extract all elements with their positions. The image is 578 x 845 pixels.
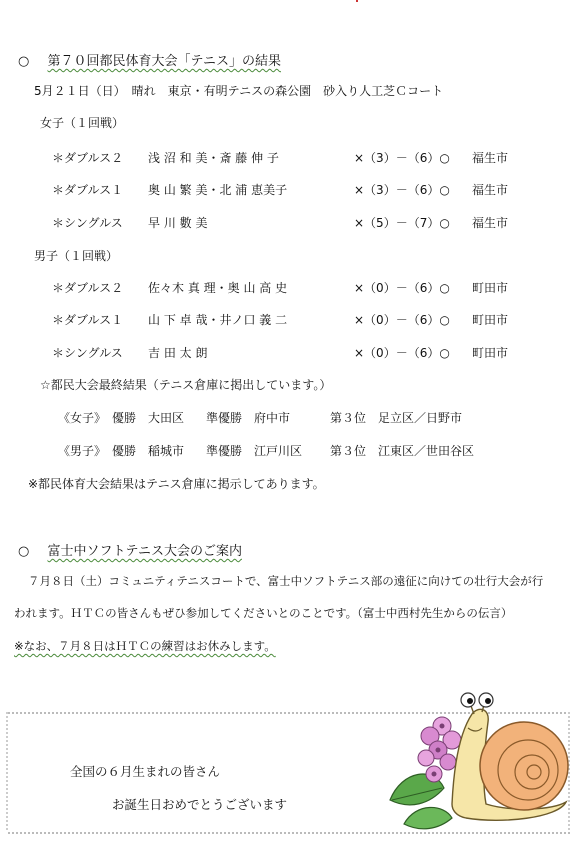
venue-line: 5月２１日（日） 晴れ 東京・有明テニスの森公園 砂入り人工芝Ｃコート <box>34 84 444 98</box>
stray-mark <box>356 0 358 2</box>
section1-title: 第７０回都民体育大会「テニス」の結果 <box>47 54 281 69</box>
men-row-2 <box>0 311 578 329</box>
snail-hydrangea-illustration <box>382 692 572 842</box>
score: ×（0）－（6）○ <box>354 281 450 295</box>
players: 浅 沼 和 美・斎 藤 伸 子 <box>148 151 279 165</box>
opponent: 町田市 <box>472 281 509 295</box>
players: 佐々木 真 理・奥 山 高 史 <box>148 281 288 295</box>
section2-heading <box>18 540 242 559</box>
birthday-line1: 全国の６月生まれの皆さん <box>70 764 221 779</box>
score: ×（0）－（6）○ <box>354 313 450 327</box>
final-women-row <box>0 409 578 427</box>
women-heading: 女子（１回戦） <box>40 116 125 130</box>
section1-marker: ○ <box>18 54 30 69</box>
section2-notice <box>14 638 276 654</box>
final-label: 《女子》 <box>58 411 107 425</box>
men-row-3 <box>0 344 578 362</box>
section2-marker: ○ <box>18 544 30 559</box>
event-label: ＊シングルス <box>52 346 123 360</box>
final-label: 《男子》 <box>58 444 107 458</box>
birthday-box-left-edge <box>6 712 10 830</box>
opponent: 福生市 <box>472 183 509 197</box>
birthday-line2: お誕生日おめでとうございます <box>112 797 288 812</box>
women-row-2 <box>0 181 578 199</box>
winner-label: 優勝 <box>112 411 137 425</box>
women-row-3 <box>0 214 578 232</box>
winner: 大田区 <box>148 411 185 425</box>
runner: 府中市 <box>254 411 291 425</box>
snail-icon <box>452 693 568 820</box>
section2-body-line2: われます。ＨＴＣの皆さんもぜひ参加してくださいとのことです。（富士中西村先生からの伝言） <box>14 606 513 620</box>
score: ×（3）－（6）○ <box>354 183 450 197</box>
final-men-row <box>0 442 578 460</box>
score: ×（3）－（6）○ <box>354 151 450 165</box>
men-row-1 <box>0 279 578 297</box>
runner: 江戸川区 <box>254 444 303 458</box>
runner-label: 準優勝 <box>206 411 243 425</box>
event-label: ＊ダブルス２ <box>52 281 124 295</box>
women-row-1 <box>0 149 578 167</box>
section2-title: 富士中ソフトテニス大会のご案内 <box>47 544 242 559</box>
players: 奥 山 繁 美・北 浦 恵美子 <box>148 183 288 197</box>
score: ×（5）－（7）○ <box>354 216 450 230</box>
third-label: 第３位 <box>330 411 367 425</box>
third: 足立区／日野市 <box>378 411 463 425</box>
players: 山 下 卓 哉・井ノ口 義 二 <box>148 313 288 327</box>
runner-label: 準優勝 <box>206 444 243 458</box>
opponent: 福生市 <box>472 151 509 165</box>
event-label: ＊ダブルス１ <box>52 183 124 197</box>
players: 早 川 數 美 <box>148 216 208 230</box>
third-label: 第３位 <box>330 444 367 458</box>
footnote: ※都民体育大会結果はテニス倉庫に掲示してあります。 <box>28 477 325 491</box>
leaf-icon <box>390 774 452 829</box>
section1-heading <box>18 50 281 69</box>
score: ×（0）－（6）○ <box>354 346 450 360</box>
men-heading: 男子（１回戦） <box>34 249 119 263</box>
players: 吉 田 太 朗 <box>148 346 208 360</box>
event-label: ＊ダブルス２ <box>52 151 124 165</box>
notice-text: ※なお、７月８日はＨＴＣの練習はお休みします。 <box>14 639 276 653</box>
winner-label: 優勝 <box>112 444 137 458</box>
third: 江東区／世田谷区 <box>378 444 475 458</box>
final-results-note: ☆都民大会最終結果（テニス倉庫に掲出しています。） <box>40 378 332 392</box>
event-label: ＊ダブルス１ <box>52 313 124 327</box>
opponent: 福生市 <box>472 216 509 230</box>
winner: 稲城市 <box>148 444 185 458</box>
section2-body-line1: ７月８日（土）コミュニティテニスコートで、富士中ソフトテニス部の遠征に向けての壮行大会が行 <box>28 574 544 588</box>
event-label: ＊シングルス <box>52 216 123 230</box>
opponent: 町田市 <box>472 313 509 327</box>
opponent: 町田市 <box>472 346 509 360</box>
